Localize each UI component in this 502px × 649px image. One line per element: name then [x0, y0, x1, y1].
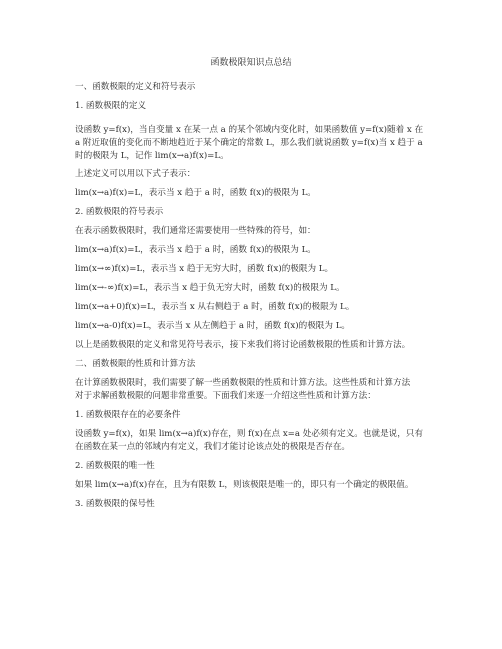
paragraph-line: 以上是函数极限的定义和常见符号表示，接下来我们将讨论函数极限的性质和计算方法。 — [75, 340, 411, 350]
paragraph-line: 对于求解函数极限的问题非常重要。下面我们来逐一介绍这些性质和计算方法： — [75, 391, 376, 401]
document-title: 函数极限知识点总结 — [210, 58, 292, 68]
subsection-heading: 2. 函数极限的唯一性 — [75, 461, 155, 471]
formula-line: lim(x→a)f(x)=L，表示当 x 趋于 a 时，函数 f(x)的极限为 L。 — [75, 245, 316, 255]
paragraph-line: 设函数 y=f(x)，当自变量 x 在某一点 a 的某个邻域内变化时，如果函数值 y=f(x)随着 x 在 — [75, 125, 424, 135]
formula-line: lim(x→a)f(x)=L，表示当 x 趋于 a 时，函数 f(x)的极限为 L。 — [75, 188, 316, 198]
paragraph-line: 在函数在某一点的邻域内有定义，我们才能讨论该点处的极限是否存在。 — [75, 442, 351, 452]
paragraph-line: 在表示函数极限时，我们通常还需要使用一些特殊的符号，如： — [75, 226, 316, 236]
subsection-heading: 2. 函数极限的符号表示 — [75, 207, 164, 217]
paragraph-line: 在计算函数极限时，我们需要了解一些函数极限的性质和计算方法。这些性质和计算方法 — [75, 378, 411, 388]
section-heading-2: 二、函数极限的性质和计算方法 — [75, 359, 196, 369]
section-heading-1: 一、函数极限的定义和符号表示 — [75, 82, 196, 92]
subsection-heading: 1. 函数极限存在的必要条件 — [75, 410, 181, 420]
paragraph-line: a 附近取值的变化而不断地趋近于某个确定的常数 L，那么我们就说函数 y=f(x)当 x 趋于 a — [75, 138, 423, 148]
formula-line: lim(x→a-0)f(x)=L，表示当 x 从左侧趋于 a 时，函数 f(x)的极限为 L。 — [75, 321, 351, 331]
formula-line: lim(x→∞)f(x)=L，表示当 x 趋于无穷大时，函数 f(x)的极限为 L。 — [75, 264, 334, 274]
paragraph-line: 如果 lim(x→a)f(x)存在，且为有限数 L，则该极限是唯一的，即只有一个确定的极限值。 — [75, 480, 414, 490]
subsection-heading: 1. 函数极限的定义 — [75, 101, 147, 111]
formula-line: lim(x→a+0)f(x)=L，表示当 x 从右侧趋于 a 时，函数 f(x)的极限为 L。 — [75, 302, 355, 312]
subsection-heading: 3. 函数极限的保号性 — [75, 499, 155, 509]
formula-line: lim(x→-∞)f(x)=L，表示当 x 趋于负无穷大时，函数 f(x)的极限为 L。 — [75, 283, 345, 293]
paragraph-line: 设函数 y=f(x)，如果 lim(x→a)f(x)存在，则 f(x)在点 x=a 处必须有定义。也就是说，只有 — [75, 429, 424, 439]
paragraph-line: 时的极限为 L，记作 lim(x→a)f(x)=L。 — [75, 151, 229, 161]
paragraph-line: 上述定义可以用以下式子表示： — [75, 169, 196, 179]
